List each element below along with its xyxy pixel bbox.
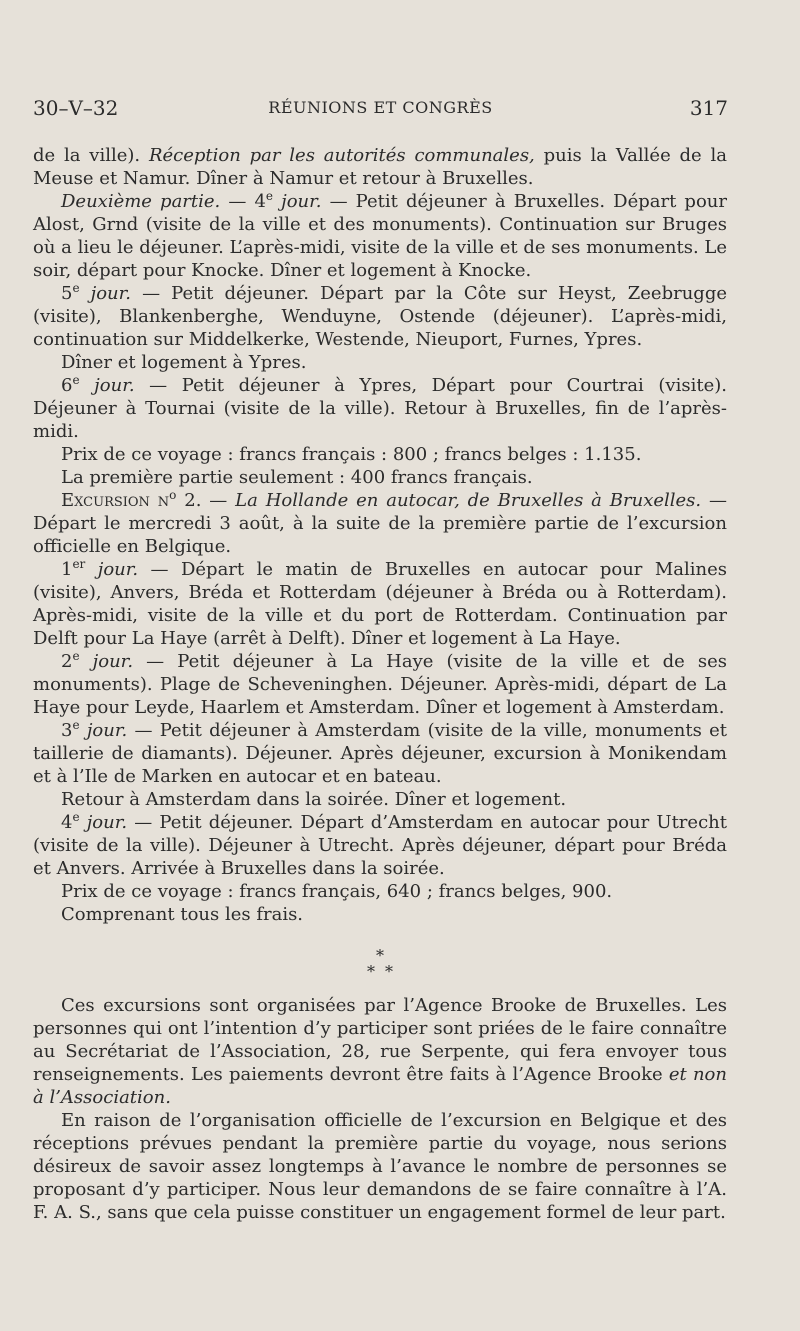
- paragraph: [33, 374, 727, 443]
- text-run: Dîner et logement à Ypres.: [61, 352, 307, 373]
- text-run: 2: [61, 651, 73, 672]
- italic-text: Réception par les autorités communales,: [148, 145, 535, 166]
- text-run: En raison de l’organisation officielle de l’excursion en Belgique et des réceptions prévues pendant la première partie du voyage, nous serions désireux de savoir assez longtemps à l’avance le nombre de personnes se proposant d’y participer. Nous leur demandons de se faire connaître à l’A. F. A. S., sans que cela puisse constituer un engagement formel de leur part.: [33, 1110, 727, 1223]
- text-run: Excursion n: [61, 490, 170, 511]
- superscript: e: [72, 281, 80, 295]
- text-run: — Petit déjeuner à Bruxelles. Départ pour Alost, Grnd (visite de la ville et des monuments). Continuation sur Bruges où a lieu le déjeuner. L’après-midi, visite de la ville et de ses monuments. Le soir, départ pour Knocke. Dîner et logement à Knocke.: [33, 191, 727, 281]
- italic-text: et non à l’Association.: [33, 1064, 727, 1108]
- separator-stars-bottom: **: [367, 962, 403, 981]
- text-run: Ces excursions sont organisées par l’Agence Brooke de Bruxelles. Les personnes qui ont l’intention d’y participer sont priées de le faire connaître au Secrétariat de l’Association, 28, rue Serpente, qui fera envoyer tous renseignements. Les paiements devront être faits à l’Agence Brooke: [33, 995, 727, 1085]
- paragraph: [33, 282, 727, 351]
- italic-text: jour.: [79, 375, 135, 396]
- text-run: — Petit déjeuner à La Haye (visite de la ville et de ses monuments). Plage de Scheveninghen. Déjeuner. Après-midi, départ de La Haye pour Leyde, Haarlem et Amsterdam. Dîner et logement à Amsterdam.: [33, 651, 727, 718]
- paragraph: [33, 558, 727, 650]
- paragraph: [33, 994, 727, 1109]
- paragraph: [33, 489, 727, 558]
- excursion-details: [33, 144, 727, 926]
- paragraph: [33, 903, 727, 926]
- text-run: — Petit déjeuner à Amsterdam (visite de la ville, monuments et taillerie de diamants). Déjeuner. Après déjeuner, excursion à Monikendam et à l’Ile de Marken en autocar et en bateau.: [33, 720, 727, 787]
- text-run: — 4: [220, 191, 266, 212]
- text-run: 6: [61, 375, 73, 396]
- superscript: e: [265, 189, 274, 203]
- text-run: 2. —: [176, 490, 236, 511]
- italic-text: jour.: [79, 720, 128, 741]
- superscript: e: [72, 718, 80, 732]
- text-run: de la ville).: [33, 145, 149, 166]
- superscript: o: [169, 488, 177, 502]
- paragraph: [33, 190, 727, 282]
- italic-text: jour.: [273, 191, 322, 212]
- paragraph: [33, 351, 727, 374]
- header-date: 30–V–32: [33, 96, 119, 120]
- page-header: [33, 96, 728, 122]
- paragraph: [33, 144, 727, 190]
- superscript: e: [72, 649, 80, 663]
- text-run: — Petit déjeuner. Départ par la Côte sur Heyst, Zeebrugge (visite), Blankenberghe, Wenduyne, Ostende (déjeuner). L’après-midi, continuation sur Middelkerke, Westende, Nieuport, Furnes, Ypres.: [33, 283, 727, 350]
- text-run: — Départ le mercredi 3 août, à la suite de la première partie de l’excursion officielle en Belgique.: [33, 490, 727, 557]
- text-run: 4: [61, 812, 73, 833]
- italic-text: jour.: [79, 651, 134, 672]
- paragraph: [33, 719, 727, 788]
- text-run: — Départ le matin de Bruxelles en autocar pour Malines (visite), Anvers, Bréda et Rotterdam (déjeuner à Bréda ou à Rotterdam). Après-midi, visite de la ville et du port de Rotterdam. Continuation par Delft pour La Haye (arrêt à Delft). Dîner et logement à La Haye.: [33, 559, 727, 649]
- italic-text: jour.: [79, 812, 128, 833]
- header-title: RÉUNIONS ET CONGRÈS: [268, 98, 493, 117]
- superscript: e: [72, 373, 80, 387]
- text-run: 5: [61, 283, 73, 304]
- superscript: e: [72, 810, 80, 824]
- paragraph: [33, 880, 727, 903]
- text-run: — Petit déjeuner. Départ d’Amsterdam en autocar pour Utrecht (visite de la ville). Déjeuner à Utrecht. Après déjeuner, départ pour Bréda et Anvers. Arrivée à Bruxelles dans la soirée.: [33, 812, 727, 879]
- italic-text: Deuxième partie.: [61, 191, 221, 212]
- text-run: Comprenant tous les frais.: [61, 904, 304, 925]
- text-run: puis la Vallée de la Meuse et Namur. Dîner à Namur et retour à Bruxelles.: [33, 145, 728, 189]
- text-run: 1: [61, 559, 73, 580]
- text-run: La première partie seulement : 400 francs français.: [61, 467, 533, 488]
- closing-notes: [33, 994, 727, 1224]
- text-run: — Petit déjeuner à Ypres, Départ pour Courtrai (visite). Déjeuner à Tournai (visite de la ville). Retour à Bruxelles, fin de l’après-midi.: [33, 375, 727, 442]
- italic-text: jour.: [85, 559, 139, 580]
- paragraph: [33, 650, 727, 719]
- page-body: [33, 144, 727, 1224]
- paragraph: [33, 788, 727, 811]
- superscript: er: [72, 557, 86, 571]
- paragraph: [33, 443, 727, 466]
- paragraph: [33, 811, 727, 880]
- paragraph: [33, 466, 727, 489]
- paragraph: [33, 1109, 727, 1224]
- page-number: 317: [689, 96, 728, 120]
- text-run: Prix de ce voyage : francs français : 800 ; francs belges : 1.135.: [61, 444, 642, 465]
- text-run: 3: [61, 720, 73, 741]
- italic-text: jour.: [79, 283, 132, 304]
- italic-text: La Hollande en autocar, de Bruxelles à Bruxelles.: [235, 490, 702, 511]
- text-run: Retour à Amsterdam dans la soirée. Dîner et logement.: [61, 789, 567, 810]
- text-run: Prix de ce voyage : francs français, 640 ; francs belges, 900.: [61, 881, 613, 902]
- section-separator: [33, 948, 727, 980]
- separator-star-top: *: [376, 946, 384, 965]
